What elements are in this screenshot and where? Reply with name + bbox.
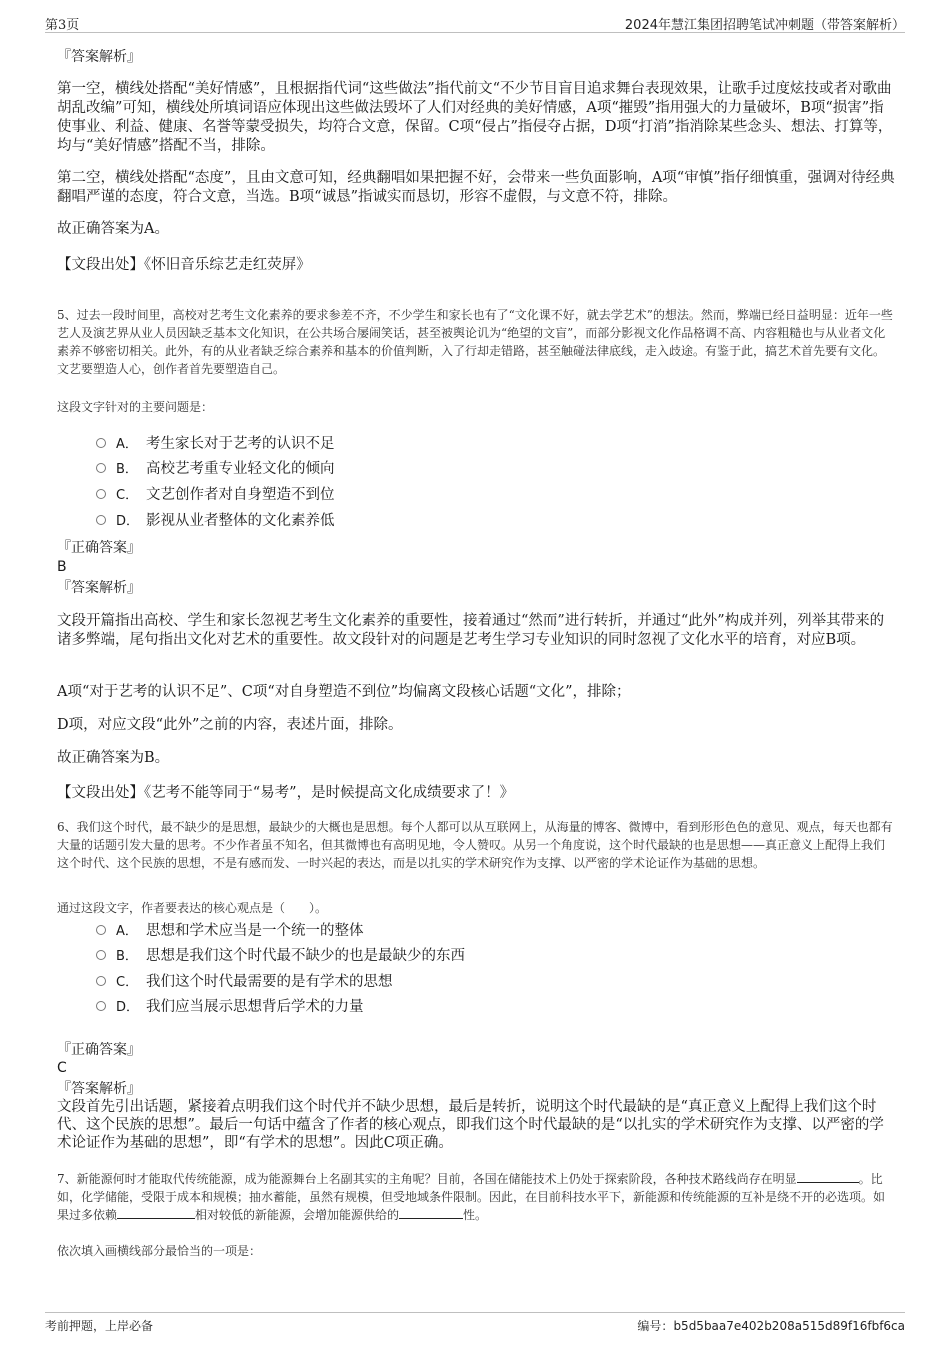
option-text: 高校艺考重专业轻文化的倾向 [146, 461, 335, 477]
footer-code-line [637, 1317, 905, 1334]
option-key: B． [116, 462, 138, 477]
option-key: D． [116, 514, 140, 529]
q4-analysis-label: 『答案解析』 [57, 49, 141, 65]
q4-source: 【文段出处】《怀旧音乐综艺走红荧屏》 [57, 257, 311, 273]
q6-option-b[interactable] [96, 946, 465, 967]
q6-question: 通过这段文字，作者要表达的核心观点是（ ）。 [57, 901, 328, 915]
q5-option-a[interactable] [96, 434, 335, 455]
q5-analysis-para3: D项，对应文段“此外”之前的内容，表述片面，排除。 [57, 717, 403, 733]
option-text: 我们这个时代最需要的是有学术的思想 [146, 974, 393, 990]
q5-stem: 5、过去一段时间里，高校对艺考生文化素养的要求参差不齐，不少学生和家长也有了“文化课不好，就去学艺术”的想法。然而，弊端已经日益明显：近年一些艺人及演艺界从业人员因缺乏基本文化知识，在公共场合屡闹笑话，甚至被舆论讥为“绝望的文盲”，而部分影视文化作品格调不高、内容粗糙也与从业者文化素养不够密切相关。此外，有的从业者缺乏综合素养和基本的价值判断，入了行却走错路，甚至触碰法律底线，走入歧途。有鉴于此，搞艺术首先要有文化。文艺要塑造人心，创作者首先要塑造自己。 [57, 308, 893, 376]
q6-answer-label: 『正确答案』 [57, 1042, 141, 1058]
q5-answer-label: 『正确答案』 [57, 540, 141, 556]
option-text: 考生家长对于艺考的认识不足 [146, 436, 335, 452]
q7-text-part1: 7、新能源何时才能取代传统能源，成为能源舞台上名副其实的主角呢？目前，各国在储能技术上仍处于探索阶段，各种技术路线尚存在明显 [57, 1172, 797, 1186]
q6-option-d[interactable] [96, 997, 364, 1018]
q5-question: 这段文字针对的主要问题是： [57, 400, 214, 414]
q5-option-d[interactable] [96, 511, 335, 532]
q5-answer: B [57, 559, 67, 575]
q5-analysis-para1: 文段开篇指出高校、学生和家长忽视艺考生文化素养的重要性，接着通过“然而”进行转折，并通过“此外”构成并列，列举其带来的诸多弊端，尾句指出文化对艺术的重要性。故文段针对的问题是艺考生学习专业知识的同时忽视了文化水平的培育，对应B项。 [57, 613, 885, 648]
option-key: A． [116, 924, 138, 939]
page-header [45, 10, 905, 33]
q4-conclusion: 故正确答案为A。 [57, 221, 169, 237]
option-key: A． [116, 437, 138, 452]
footer-code: b5d5baa7e402b208a515d89f16fbf6ca [673, 1319, 905, 1333]
option-text: 思想和学术应当是一个统一的整体 [146, 923, 364, 939]
option-text: 文艺创作者对自身塑造不到位 [146, 487, 335, 503]
footer-code-label: 编号： [637, 1319, 674, 1333]
q7-blank-1 [797, 1170, 859, 1183]
option-text: 我们应当展示思想背后学术的力量 [146, 999, 364, 1015]
option-key: C． [116, 975, 139, 990]
radio-icon[interactable] [96, 976, 106, 986]
q7-blank-3 [399, 1206, 463, 1219]
q6-stem: 6、我们这个时代，最不缺少的是思想，最缺少的大概也是思想。每个人都可以从互联网上，从海量的博客、微博中，看到形形色色的意见、观点，每天也都有大量的话题引发大量的思考。不少作者虽不知名，但其微博也有高明见地，令人赞叹。从另一个角度说，这个时代最缺的也是思想——真正意义上配得上我们这个时代、这个民族的思想，不是有感而发、一时兴起的表达，而是以扎实的学术研究作为支撑、以严密的学术论证作为基础的思想。 [57, 820, 893, 870]
page-number: 第3页 [45, 18, 80, 33]
q7-question: 依次填入画横线部分最恰当的一项是： [57, 1244, 262, 1258]
q5-analysis-label: 『答案解析』 [57, 580, 141, 596]
q4-analysis-para2: 第二空，横线处搭配“态度”，且由文意可知，经典翻唱如果把握不好，会带来一些负面影响，A项“审慎”指仔细慎重，强调对待经典翻唱严谨的态度，符合文意，当选。B项“诚恳”指诚实而恳切，形容不虚假，与文意不符，排除。 [57, 170, 895, 205]
q7-blank-2 [117, 1206, 195, 1219]
footer-slogan: 考前押题，上岸必备 [45, 1319, 154, 1333]
q7-stem [57, 1170, 895, 1224]
option-text: 思想是我们这个时代最不缺少的也是最缺少的东西 [146, 948, 465, 964]
q6-analysis: 文段首先引出话题，紧接着点明我们这个时代并不缺少思想，最后是转折，说明这个时代最缺的是“真正意义上配得上我们这个时代、这个民族的思想”。最后一句话中蕴含了作者的核心观点，即我们这个时代最缺的是“以扎实的学术研究作为支撑、以严密的学术论证作为基础的思想”，即“有学术的思想”。因此C项正确。 [57, 1099, 884, 1151]
option-key: D． [116, 1000, 140, 1015]
q5-option-c[interactable] [96, 485, 335, 506]
radio-icon[interactable] [96, 515, 106, 525]
document-title: 2024年慧江集团招聘笔试冲刺题（带答案解析） [624, 18, 905, 33]
radio-icon[interactable] [96, 463, 106, 473]
page-footer [45, 1312, 905, 1335]
q5-source: 【文段出处】《艺考不能等同于“易考”，是时候提高文化成绩要求了！》 [57, 785, 515, 801]
q7-text-part3: 相对较低的新能源，会增加能源供给的 [195, 1208, 400, 1222]
option-text: 影视从业者整体的文化素养低 [146, 513, 335, 529]
radio-icon[interactable] [96, 489, 106, 499]
radio-icon[interactable] [96, 1001, 106, 1011]
q6-analysis-label: 『答案解析』 [57, 1081, 141, 1097]
q7-text-part4: 性。 [463, 1208, 488, 1222]
option-key: B． [116, 949, 138, 964]
q6-option-c[interactable] [96, 972, 393, 993]
q5-option-b[interactable] [96, 459, 335, 480]
option-key: C． [116, 488, 139, 503]
radio-icon[interactable] [96, 438, 106, 448]
q6-option-a[interactable] [96, 921, 364, 942]
q5-analysis-para2: A项“对于艺考的认识不足”、C项“对自身塑造不到位”均偏离文段核心话题“文化”，排除； [57, 684, 631, 700]
q4-analysis-para1: 第一空，横线处搭配“美好情感”，且根据指代词“这些做法”指代前文“不少节目盲目追求舞台表现效果，让歌手过度炫技或者对歌曲胡乱改编”可知，横线处所填词语应体现出这些做法毁坏了人们对经典的美好情感，A项“摧毁”指用强大的力量破坏，B项“损害”指使事业、利益、健康、名誉等蒙受损失，均符合文意，保留。C项“侵占”指侵夺占据，D项“打消”指消除某些念头、想法、打算等，均与“美好情感”搭配不当，排除。 [57, 81, 893, 154]
radio-icon[interactable] [96, 950, 106, 960]
q5-conclusion: 故正确答案为B。 [57, 750, 170, 766]
q6-answer: C [57, 1060, 67, 1076]
q7-text-part2: 。比如，化学储能，受限于成本和规模；抽水蓄能，虽然有规模，但受地域条件限制。因此，在目前科技水平下，新能源和传统能源的互补是绕不开的必选项。如果过多依赖 [57, 1172, 886, 1222]
radio-icon[interactable] [96, 925, 106, 935]
